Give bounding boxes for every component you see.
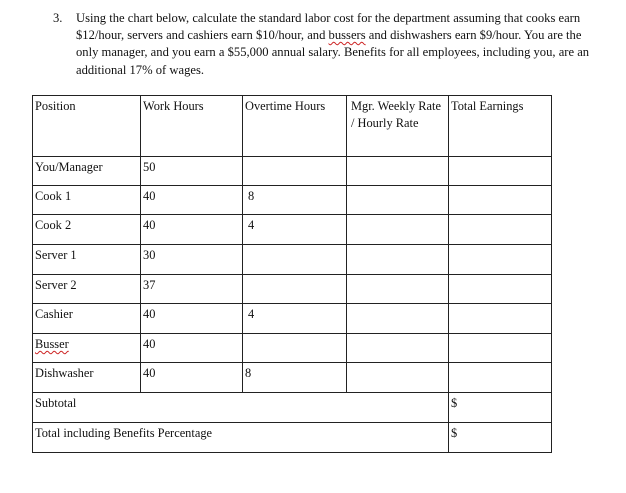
cell-total [449, 245, 552, 275]
header-rate: Mgr. Weekly Rate / Hourly Rate [347, 96, 449, 157]
cell-total [449, 157, 552, 186]
cell-rate [347, 275, 449, 304]
table-row [33, 245, 552, 275]
question-text-part1: Using the chart below, calculate the standard labor cost for the department assuming that cooks earn $12/hour, servers and cashiers earn $10/hour, and [76, 11, 581, 43]
header-overtime-hours: Overtime Hours [243, 96, 347, 157]
cell-overtime-hours [243, 157, 347, 186]
header-total-earnings: Total Earnings [449, 96, 552, 157]
cell-work-hours: 50 [141, 157, 243, 186]
benefits-total-row [33, 423, 552, 453]
cell-work-hours: 37 [141, 275, 243, 304]
cell-total [449, 363, 552, 393]
cell-rate [347, 245, 449, 275]
cell-position: Server 1 [33, 245, 141, 275]
bussers-word: bussers [328, 28, 366, 43]
cell-total [449, 186, 552, 215]
table-row [33, 215, 552, 245]
table-row [33, 304, 552, 334]
cell-work-hours: 40 [141, 215, 243, 245]
cell-work-hours: 40 [141, 334, 243, 363]
question-number: 3. [53, 11, 63, 25]
header-position: Position [33, 96, 141, 157]
cell-overtime-hours: 4 [243, 215, 347, 245]
subtotal-value: $ [449, 393, 552, 423]
table-row [33, 363, 552, 393]
cell-overtime-hours: 4 [243, 304, 347, 334]
cell-overtime-hours: 8 [243, 186, 347, 215]
cell-position [33, 334, 141, 363]
question-block [53, 10, 598, 79]
cell-rate [347, 334, 449, 363]
cell-rate [347, 157, 449, 186]
cell-work-hours: 40 [141, 363, 243, 393]
labor-cost-table [32, 95, 552, 453]
cell-overtime-hours: 8 [243, 363, 347, 393]
cell-position: Dishwasher [33, 363, 141, 393]
cell-overtime-hours [243, 245, 347, 275]
benefits-total-label: Total including Benefits Percentage [33, 423, 449, 453]
cell-position: Cashier [33, 304, 141, 334]
cell-total [449, 304, 552, 334]
benefits-total-value: $ [449, 423, 552, 453]
table-header-row [33, 96, 552, 157]
cell-work-hours: 40 [141, 304, 243, 334]
header-work-hours: Work Hours [141, 96, 243, 157]
cell-rate [347, 304, 449, 334]
cell-overtime-hours [243, 334, 347, 363]
subtotal-row [33, 393, 552, 423]
cell-work-hours: 40 [141, 186, 243, 215]
cell-rate [347, 186, 449, 215]
question-text-part2: and dishwashers earn $9/hour. You are the only manager, and you earn a $55,000 annual salary. Benefits for all employees, including you, are an additional 17% of wages. [76, 28, 590, 77]
cell-work-hours: 30 [141, 245, 243, 275]
question-text [76, 10, 598, 79]
subtotal-label: Subtotal [33, 393, 449, 423]
table-row [33, 334, 552, 363]
busser-label: Busser [35, 337, 69, 351]
cell-position: Cook 1 [33, 186, 141, 215]
cell-position: Cook 2 [33, 215, 141, 245]
cell-total [449, 334, 552, 363]
cell-total [449, 275, 552, 304]
cell-position: You/Manager [33, 157, 141, 186]
cell-total [449, 215, 552, 245]
cell-overtime-hours [243, 275, 347, 304]
table-row [33, 275, 552, 304]
table-row [33, 186, 552, 215]
cell-position: Server 2 [33, 275, 141, 304]
cell-rate [347, 363, 449, 393]
table-row [33, 157, 552, 186]
cell-rate [347, 215, 449, 245]
